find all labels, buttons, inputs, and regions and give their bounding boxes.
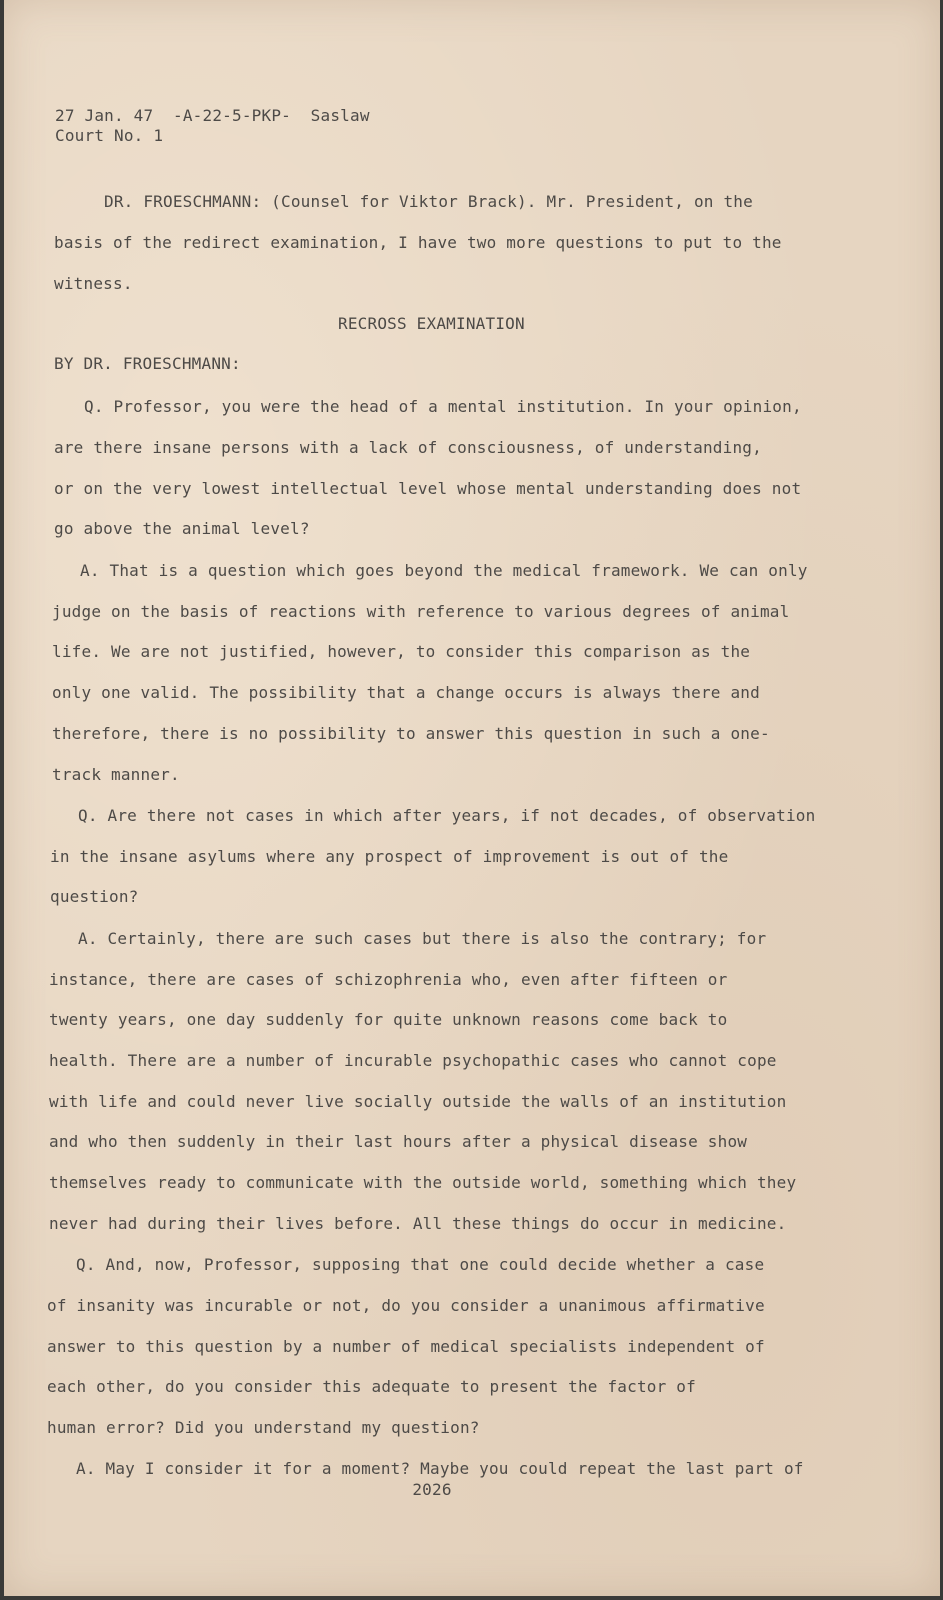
body-line: therefore, there is no possibility to answer this question in such a one- xyxy=(52,724,770,743)
body-line: go above the animal level? xyxy=(54,519,310,538)
body-line: never had during their lives before. All these things do occur in medicine. xyxy=(49,1214,787,1233)
body-line: basis of the redirect examination, I have two more questions to put to the xyxy=(54,233,782,252)
body-line: life. We are not justified, however, to consider this comparison as the xyxy=(52,642,751,661)
body-line: human error? Did you understand my question? xyxy=(47,1418,480,1437)
answer-line: A. Certainly, there are such cases but there is also the contrary; for xyxy=(78,929,767,948)
body-line: with life and could never live socially outside the walls of an institution xyxy=(49,1092,787,1111)
body-line: each other, do you consider this adequate to present the factor of xyxy=(47,1377,696,1396)
body-line: witness. xyxy=(54,274,133,293)
counsel-statement-line: DR. FROESCHMANN: (Counsel for Viktor Brack). Mr. President, on the xyxy=(104,192,753,211)
page-number: 2026 xyxy=(412,1480,452,1499)
answer-line: A. May I consider it for a moment? Maybe you could repeat the last part of xyxy=(76,1459,804,1478)
question-line: Q. And, now, Professor, supposing that one could decide whether a case xyxy=(76,1255,765,1274)
body-line: judge on the basis of reactions with reference to various degrees of animal xyxy=(52,602,790,621)
body-line: answer to this question by a number of medical specialists independent of xyxy=(47,1337,765,1356)
answer-line: A. That is a question which goes beyond the medical framework. We can only xyxy=(80,561,808,580)
body-line: instance, there are cases of schizophrenia who, even after fifteen or xyxy=(49,970,728,989)
question-line: Q. Are there not cases in which after years, if not decades, of observation xyxy=(78,806,816,825)
body-line: and who then suddenly in their last hours after a physical disease show xyxy=(49,1132,748,1151)
body-line: twenty years, one day suddenly for quite unknown reasons come back to xyxy=(49,1010,728,1029)
question-line: Q. Professor, you were the head of a mental institution. In your opinion, xyxy=(84,397,802,416)
header-date-line: 27 Jan. 47 -A-22-5-PKP- Saslaw xyxy=(55,106,370,125)
body-line: are there insane persons with a lack of consciousness, of understanding, xyxy=(54,438,762,457)
body-line: health. There are a number of incurable psychopathic cases who cannot cope xyxy=(49,1051,777,1070)
document-page xyxy=(4,0,940,1596)
examiner-line: BY DR. FROESCHMANN: xyxy=(54,354,241,373)
body-line: question? xyxy=(50,887,139,906)
body-line: or on the very lowest intellectual level whose mental understanding does not xyxy=(54,479,802,498)
body-line: themselves ready to communicate with the outside world, something which they xyxy=(49,1173,797,1192)
body-line: in the insane asylums where any prospect of improvement is out of the xyxy=(50,847,729,866)
section-heading: RECROSS EXAMINATION xyxy=(338,314,525,333)
body-line: of insanity was incurable or not, do you consider a unanimous affirmative xyxy=(47,1296,765,1315)
body-line: only one valid. The possibility that a change occurs is always there and xyxy=(52,683,760,702)
body-line: track manner. xyxy=(52,765,180,784)
header-court-line: Court No. 1 xyxy=(55,126,164,145)
